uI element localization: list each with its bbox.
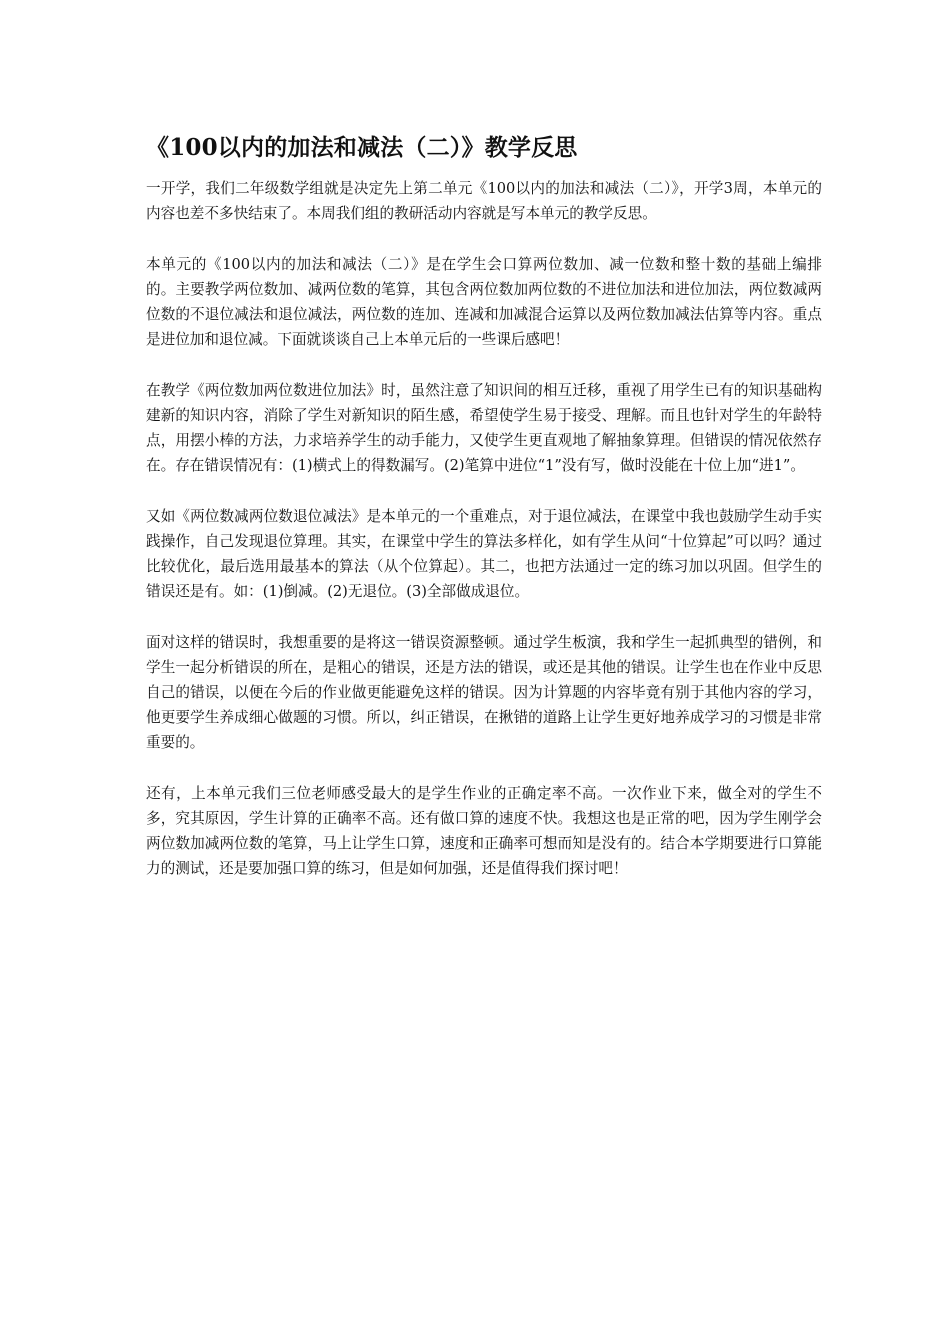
paragraph-unit-overview: 本单元的《100以内的加法和减法（二）》是在学生会口算两位数加、减一位数和整十数的基础上编排的。主要教学两位数加、减两位数的笔算，其包含两位数加两位数的不进位加法和进位加法，两位数减两位数的不退位减法和退位减法，两位数的连加、连减和加减混合运算以及两位数加减法估算等内容。重点是进位加和退位减。下面就谈谈自己上本单元后的一些课后感吧！ [146,256,822,348]
document-body [146,128,822,907]
paragraph-carry-addition: 在教学《两位数加两位数进位加法》时，虽然注意了知识间的相互迁移，重视了用学生已有的知识基础构建新的知识内容，消除了学生对新知识的陌生感，希望使学生易于接受、理解。而且也针对学生的年龄特点，用摆小棒的方法，力求培养学生的动手能力，又使学生更直观地了解抽象算理。但错误的情况依然存在。存在错误情况有：(1)横式上的得数漏写。(2)笔算中进位“1”没有写，做时没能在十位上加“进1”。 [146,382,822,474]
paragraph-intro: 一开学，我们二年级数学组就是决定先上第二单元《100以内的加法和减法（二）》，开学3周，本单元的内容也差不多快结束了。本周我们组的教研活动内容就是写本单元的教学反思。 [146,180,822,222]
paragraph-error-handling: 面对这样的错误时，我想重要的是将这一错误资源整顿。通过学生板演，我和学生一起抓典型的错例，和学生一起分析错误的所在，是粗心的错误，还是方法的错误，或还是其他的错误。让学生也在作业中反思自己的错误，以便在今后的作业做更能避免这样的错误。因为计算题的内容毕竟有别于其他内容的学习，他更要学生养成细心做题的习惯。所以，纠正错误，在揪错的道路上让学生更好地养成学习的习惯是非常重要的。 [146,634,822,751]
paragraph-borrow-subtraction: 又如《两位数减两位数退位减法》是本单元的一个重难点，对于退位减法，在课堂中我也鼓励学生动手实践操作，自己发现退位算理。其实，在课堂中学生的算法多样化，如有学生从问“十位算起”可以吗？通过比较优化，最后选用最基本的算法（从个位算起）。其二，也把方法通过一定的练习加以巩固。但学生的错误还是有。如：(1)倒减。(2)无退位。(3)全部做成退位。 [146,508,822,600]
paragraph-accuracy: 还有，上本单元我们三位老师感受最大的是学生作业的正确定率不高。一次作业下来，做全对的学生不多，究其原因，学生计算的正确率不高。还有做口算的速度不快。我想这也是正常的吧，因为学生刚学会两位数加减两位数的笔算，马上让学生口算，速度和正确率可想而知是没有的。结合本学期要进行口算能力的测试，还是要加强口算的练习，但是如何加强，还是值得我们探讨吧！ [146,785,822,877]
document-title: 《100以内的加法和减法（二）》教学反思 [146,134,578,161]
